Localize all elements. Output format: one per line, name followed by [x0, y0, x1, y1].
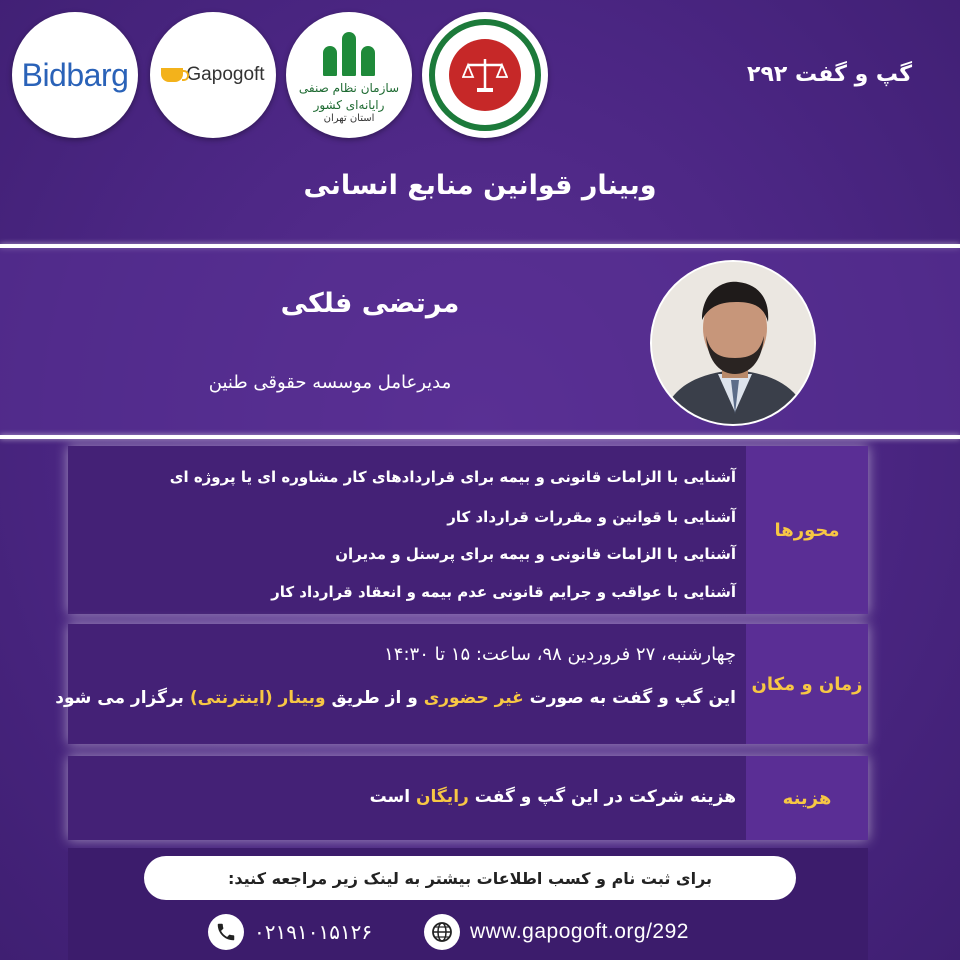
nezam-senfi-logo [286, 12, 412, 138]
bidbarg-wordmark: Bidbarg [21, 56, 129, 93]
cost-label: هزینه [746, 756, 868, 840]
schedule-box [55, 624, 868, 744]
nezam-emblem-icon [317, 30, 381, 76]
webinar-highlight: وبینار (اینترنتی) [189, 688, 326, 708]
justice-institute-logo [422, 12, 548, 138]
speaker-name: مرتضی فلکی [280, 288, 460, 319]
online-highlight: غیر حضوری [423, 688, 524, 708]
schedule-label: زمان و مکان [746, 624, 868, 744]
topics-label: محورها [746, 446, 868, 614]
topic-item: آشنایی با الزامات قانونی و بیمه برای پرسنل و مدیران [335, 545, 736, 563]
scales-of-justice-icon [449, 39, 521, 111]
register-info: برای ثبت نام و کسب اطلاعات بیشتر به لینک زیر مراجعه کنید: [144, 856, 796, 900]
event-format-text: این گپ و گفت به صورت غیر حضوری و از طریق وبینار (اینترنتی) برگزار می شود [55, 688, 736, 708]
topic-item: آشنایی با قوانین و مقررات قرارداد کار [447, 508, 736, 526]
globe-icon [424, 914, 460, 950]
phone-number: ۰۲۱۹۱۰۱۵۱۲۶ [254, 920, 373, 944]
event-date-time: چهارشنبه، ۲۷ فروردین ۹۸، ساعت: ۱۵ تا ۱۴:۳۰ [384, 644, 736, 665]
event-number: گپ و گفت ۲۹۲ [747, 62, 912, 87]
free-highlight: رایگان [416, 787, 469, 807]
divider [0, 435, 960, 439]
speaker-photo [650, 260, 816, 426]
nezam-branch: استان تهران [323, 112, 375, 124]
gapogoft-logo [150, 12, 276, 138]
topic-item: آشنایی با عواقب و جرایم قانونی عدم بیمه و انعقاد قرارداد کار [271, 583, 736, 601]
cost-text: هزینه شرکت در این گپ و گفت رایگان است [369, 787, 736, 807]
speaker-band [0, 248, 960, 435]
bidbarg-logo [12, 12, 138, 138]
cost-box [68, 756, 868, 840]
speaker-title: مدیرعامل موسسه حقوقی طنین [208, 372, 452, 393]
website-link[interactable] [424, 912, 689, 952]
nezam-name: سازمان نظام صنفی رایانه‌ای کشور [298, 81, 400, 112]
phone-icon [208, 914, 244, 950]
topic-item: آشنایی با الزامات قانونی و بیمه برای قراردادهای کار مشاوره ای یا پروژه ای [169, 468, 736, 486]
topics-box [68, 446, 868, 614]
coffee-cup-icon [161, 68, 183, 82]
phone-contact[interactable] [208, 912, 372, 952]
gapogoft-wordmark: Gapogoft [186, 64, 265, 85]
website-url: www.gapogoft.org/292 [470, 920, 689, 943]
webinar-title: وبینار قوانین منابع انسانی [303, 170, 657, 201]
